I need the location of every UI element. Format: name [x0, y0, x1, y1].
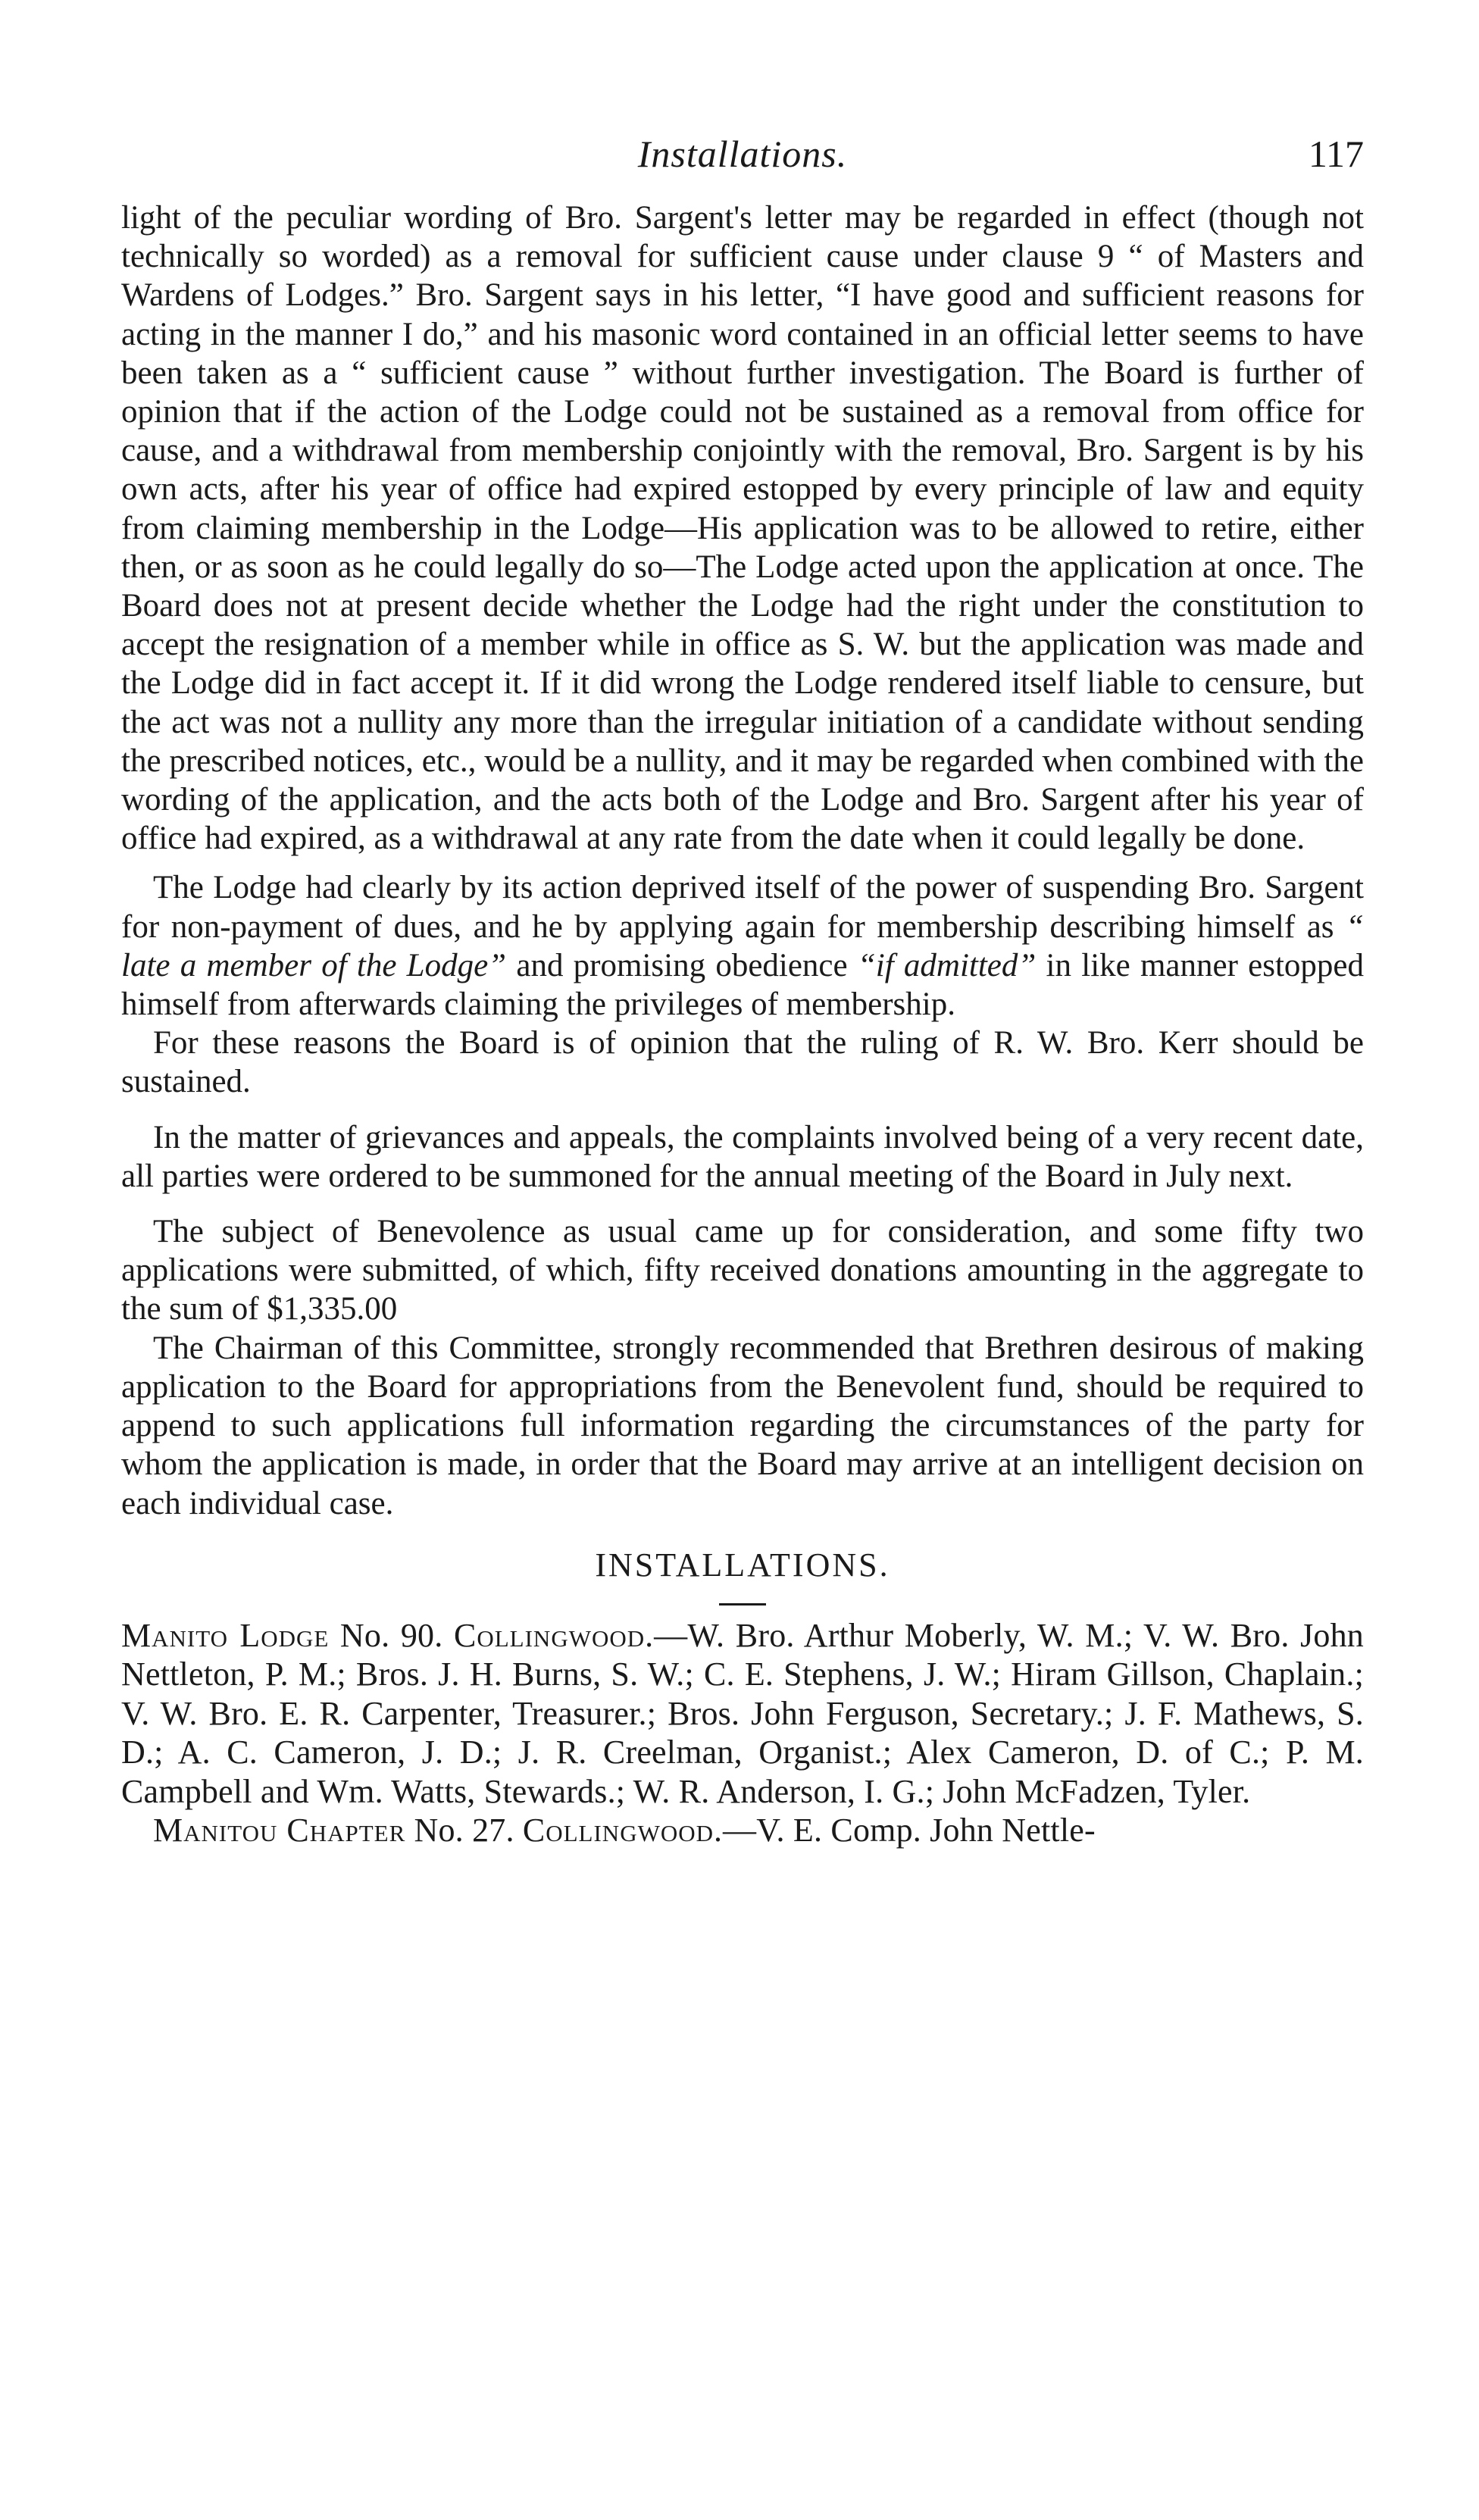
paragraph-chairman-recommendation: The Chairman of this Committee, strongly recommended that Brethren desirous of making application to the Board for appropriations from the Benevolent fund, should be required to append to such applications full information regarding the circumstances of the party for whom the application is made, in order that the Board may arrive at an intelligent decision on each individual case. [121, 1330, 1364, 1521]
installations-heading: INSTALLATIONS. [595, 1546, 890, 1584]
lodge-place: Collingwood. [454, 1616, 655, 1654]
paragraph-lodge-estoppel-text-1: The Lodge had clearly by its action deprived itself of the power of suspending Bro. Sargent for non-payment of dues, and he by applying again for membership describing himself as [121, 870, 1364, 945]
lodge-name: Manito Lodge [121, 1616, 330, 1654]
paragraph-grievances: In the matter of grievances and appeals, the complaints involved being of a very recent date, all parties were ordered to be summoned for the annual meeting of the Board in July next. [121, 1119, 1364, 1194]
lodge-officers: —W. Bro. Arthur Moberly, W. M.; V. W. Bro. John Nettleton, P. M.; Bros. J. H. Burns, S. W.; C. E. Stephens, J. W.; Hiram Gillson, Chaplain.; V. W. Bro. E. R. Carpenter, Treasurer.; Bros. John Ferguson, Secretary.; J. F. Mathews, S. D.; A. C. Cameron, J. D.; J. R. Creelman, Organist.; Alex Cameron, D. of C.; P. M. Campbell and Wm. Watts, Stewards.; W. R. Anderson, I. G.; John McFadzen, Tyler. [121, 1616, 1365, 1810]
chapter-place: Collingwood. [522, 1812, 724, 1849]
running-header [121, 127, 1364, 180]
heading-rule [719, 1603, 766, 1605]
body-text [121, 199, 1364, 1850]
chapter-number: No. 27. [405, 1812, 523, 1849]
page-number: 117 [1308, 133, 1364, 175]
paragraph-lodge-estoppel-text-3: in like manner estopped himself from afterwards claiming the privileges of membership. [121, 947, 1365, 1023]
lodge-number: No. 90. [329, 1616, 454, 1654]
paragraph-lodge-estoppel [121, 868, 1364, 1024]
installation-entry-manitou-chapter [121, 1811, 1364, 1850]
paragraph-continued-ruling: light of the peculiar wording of Bro. Sargent's letter may be regarded in effect (though not technically so worded) as a removal for sufficient cause under clause 9 “ of Masters and Wardens of Lodges.” Bro. Sargent says in his letter, “I have good and sufficient reasons for acting in the manner I do,” and his masonic word contained in an official letter seems to have been taken as a “ sufficient cause ” without further investigation. The Board is further of opinion that if the action of the Lodge could not be sustained as a removal from office for cause, and a withdrawal from membership conjointly with the removal, Bro. Sargent is by his own acts, after his year of office had expired estopped by every principle of law and equity from claiming membership in the Lodge—His application was to be allowed to retire, either then, or as soon as he could legally do so—The Lodge acted upon the application at once. The Board does not at present decide whether the Lodge had the right under the constitution to accept the resignation of a member while in office as S. W. but the application was made and the Lodge did in fact accept it. If it did wrong the Lodge rendered itself liable to censure, but the act was not a nullity any more than the irregular initiation of a candidate without sending the prescribed notices, etc., would be a nullity, and it may be regarded when combined with the wording of the application, and the acts both of the Lodge and Bro. Sargent after his year of office had expired, as a withdrawal at any rate from the date when it could legally be done. [121, 200, 1364, 857]
paragraph-ruling-sustained: For these reasons the Board is of opinion that the ruling of R. W. Bro. Kerr should be sustained. [121, 1025, 1364, 1100]
quoted-if-admitted: “if admitted” [857, 947, 1037, 983]
quoted-late-member: “ late a member of the Lodge” [121, 908, 1364, 983]
installation-entry-manito-lodge [121, 1616, 1364, 1812]
chapter-name: Manitou Chapter [153, 1812, 406, 1849]
paragraph-benevolence: The subject of Benevolence as usual came up for consideration, and some fifty two applications were submitted, of which, fifty received donations amounting in the aggregate to the sum of $1,335.00 [121, 1214, 1364, 1327]
running-title: Installations. [637, 133, 848, 175]
paragraph-lodge-estoppel-text-2: and promising obedience [506, 947, 858, 983]
chapter-officers: —V. E. Comp. John Nettle- [723, 1812, 1096, 1849]
